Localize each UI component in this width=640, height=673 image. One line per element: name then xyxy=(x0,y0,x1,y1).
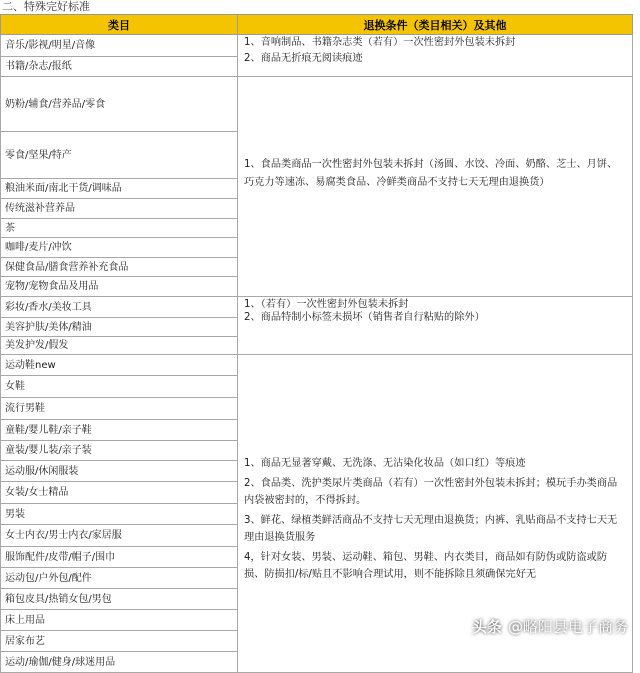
table-row xyxy=(1,35,633,57)
category-cell: 奶粉/辅食/营养品/零食 xyxy=(1,77,238,132)
category-cell: 女士内衣/男士内衣/家居服 xyxy=(1,525,238,547)
category-cell: 童装/婴儿装/亲子装 xyxy=(1,441,238,461)
table-header-row xyxy=(1,15,633,35)
watermark-account: @略阳县电子商务 xyxy=(507,618,628,636)
category-cell: 美容护肤/美体/精油 xyxy=(1,318,238,337)
category-cell: 女鞋 xyxy=(1,376,238,398)
category-cell: 彩妆/香水/美妆工具 xyxy=(1,297,238,318)
category-cell: 粮油米面/南北干货/调味品 xyxy=(1,179,238,199)
condition-text: 3、鲜花、绿植类鲜活商品不支持七天无理由退换货；内裤、乳贴商品不支持七天无理由退换货服务 xyxy=(244,515,618,543)
category-cell: 运动鞋new xyxy=(1,355,238,376)
category-cell: 保健食品/膳食营养补充食品 xyxy=(1,258,238,277)
category-cell: 美发护发/假发 xyxy=(1,337,238,355)
condition-text: 2、商品特制小标签未损坏（销售者自行粘贴的除外） xyxy=(244,312,485,323)
category-cell: 箱包皮具/热销女包/男包 xyxy=(1,589,238,610)
category-cell: 书籍/杂志/报纸 xyxy=(1,57,238,77)
category-cell: 流行男鞋 xyxy=(1,398,238,420)
category-cell: 茶 xyxy=(1,219,238,238)
condition-text: 1、音响制品、书籍杂志类（若有）一次性密封外包装未拆封 xyxy=(244,37,516,48)
header-conditions: 退换条件（类目相关）及其他 xyxy=(238,15,633,35)
category-cell: 传统滋补营养品 xyxy=(1,199,238,219)
category-cell: 宠物/宠物食品及用品 xyxy=(1,277,238,297)
watermark xyxy=(472,616,628,637)
condition-text: 4，针对女装、男装、运动鞋、箱包、男鞋、内衣类目，商品如有防伪或防盗或防损、防损扣/标/贴且不影响合理试用，则不能拆除且须确保完好无 xyxy=(244,552,608,580)
condition-text: 1、食品类商品一次性密封外包装未拆封（汤圆、水饺、冷面、奶酪、芝士、月饼、巧克力等速冻、易腐类食品、冷鲜类商品不支持七天无理由退换货） xyxy=(244,158,618,188)
category-cell: 咖啡/麦片/冲饮 xyxy=(1,238,238,258)
category-cell: 运动/瑜伽/健身/球迷用品 xyxy=(1,652,238,673)
table-row xyxy=(1,297,633,318)
category-cell: 床上用品 xyxy=(1,610,238,631)
table-row xyxy=(1,77,633,132)
condition-cell xyxy=(238,77,633,297)
condition-text: 2、商品无折痕无阅读痕迹 xyxy=(244,53,363,64)
table-row xyxy=(1,355,633,376)
category-cell: 男装 xyxy=(1,504,238,525)
condition-text: 1、商品无显著穿戴、无洗涤、无沾染化妆品（如口红）等痕迹 xyxy=(244,458,526,469)
condition-cell xyxy=(238,35,633,77)
category-cell: 运动包/户外包/配件 xyxy=(1,568,238,589)
category-cell: 音乐/影视/明星/音像 xyxy=(1,35,238,57)
header-category: 类目 xyxy=(1,15,238,35)
standards-table xyxy=(0,14,633,673)
condition-text: 2、食品类、洗护类尿片类商品（若有）一次性密封外包装未拆封；模玩手办类商品内袋被密封的，不得拆封。 xyxy=(244,478,618,506)
watermark-platform: 头条 xyxy=(471,618,502,636)
category-cell: 服饰配件/皮带/帽子/围巾 xyxy=(1,547,238,568)
category-cell: 童鞋/婴儿鞋/亲子鞋 xyxy=(1,420,238,441)
condition-text: 1、（若有）一次性密封外包装未拆封 xyxy=(244,299,409,310)
section-heading: 二、特殊完好标准 xyxy=(2,0,90,13)
category-cell: 居家布艺 xyxy=(1,631,238,652)
category-cell: 零食/坚果/特产 xyxy=(1,132,238,179)
category-cell: 运动服/休闲服装 xyxy=(1,461,238,482)
category-cell: 女装/女士精品 xyxy=(1,482,238,504)
condition-cell xyxy=(238,297,633,355)
